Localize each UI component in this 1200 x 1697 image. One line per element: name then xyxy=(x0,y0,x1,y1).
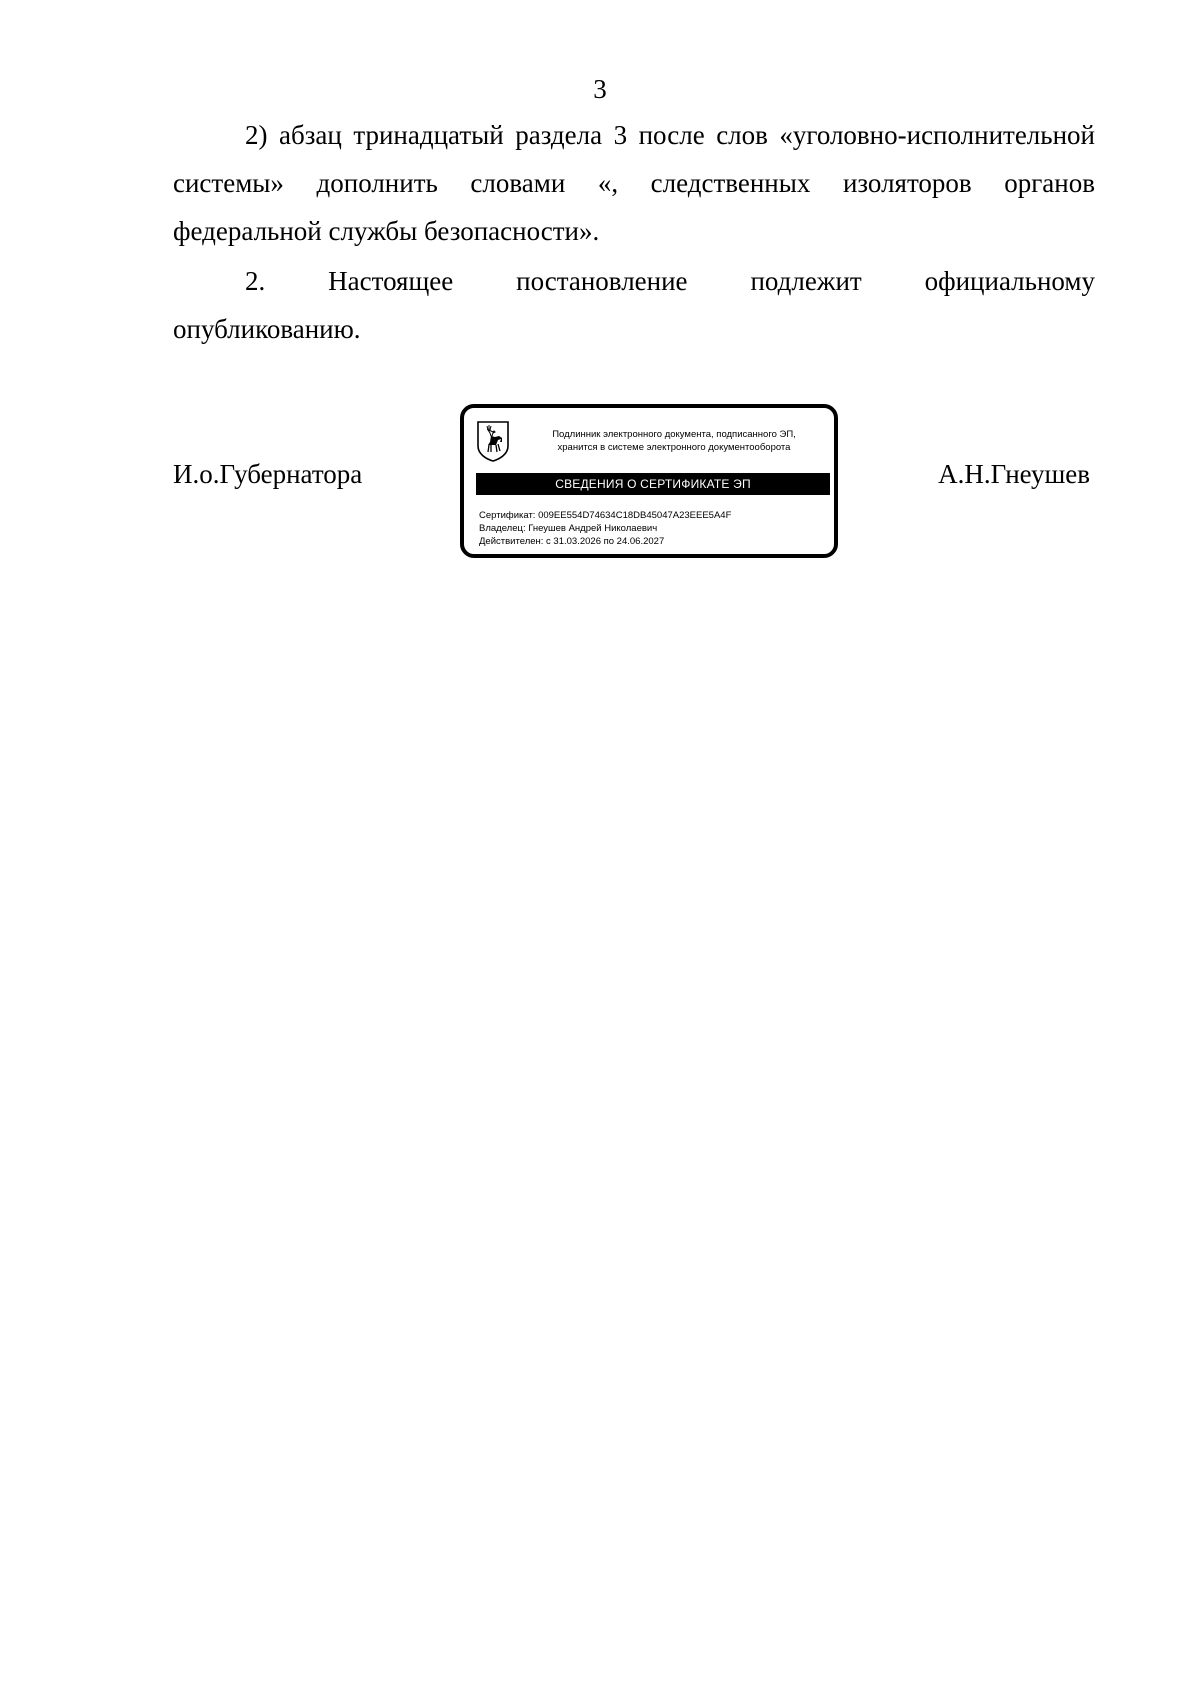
stamp-validity: Действителен: с 31.03.2026 по 24.06.2027 xyxy=(479,536,665,547)
paragraph-amendment: 2) абзац тринадцатый раздела 3 после слов «уголовно-исполнительной системы» дополнить словами «, следственных изоляторов органов федеральной службы безопасности». xyxy=(173,120,1095,246)
stamp-title-bar: СВЕДЕНИЯ О СЕРТИФИКАТЕ ЭП xyxy=(476,473,830,495)
stamp-owner: Владелец: Гнеушев Андрей Николаевич xyxy=(479,523,658,534)
paragraph-publication-line-2: опубликованию. xyxy=(173,314,361,344)
page-number: 3 xyxy=(593,74,607,104)
paragraph-publication-line-1: 2. Настоящее постановление подлежит официальному xyxy=(245,266,1095,296)
stamp-header-line-1: Подлинник электронного документа, подписанного ЭП, xyxy=(552,429,796,440)
stamp-details xyxy=(479,509,829,548)
deer-coat-of-arms-icon xyxy=(476,420,510,462)
signatory-name: А.Н.Гнеушев xyxy=(938,459,1090,489)
signatory-position: И.о.Губернатора xyxy=(173,459,363,489)
stamp-header xyxy=(524,428,824,454)
paragraph-publication xyxy=(173,257,1095,353)
stamp-certificate: Сертификат: 009EE554D74634C18DB45047A23EEE5A4F xyxy=(479,510,732,521)
stamp-header-line-2: хранится в системе электронного документооборота xyxy=(557,442,791,453)
electronic-signature-stamp xyxy=(460,404,838,558)
